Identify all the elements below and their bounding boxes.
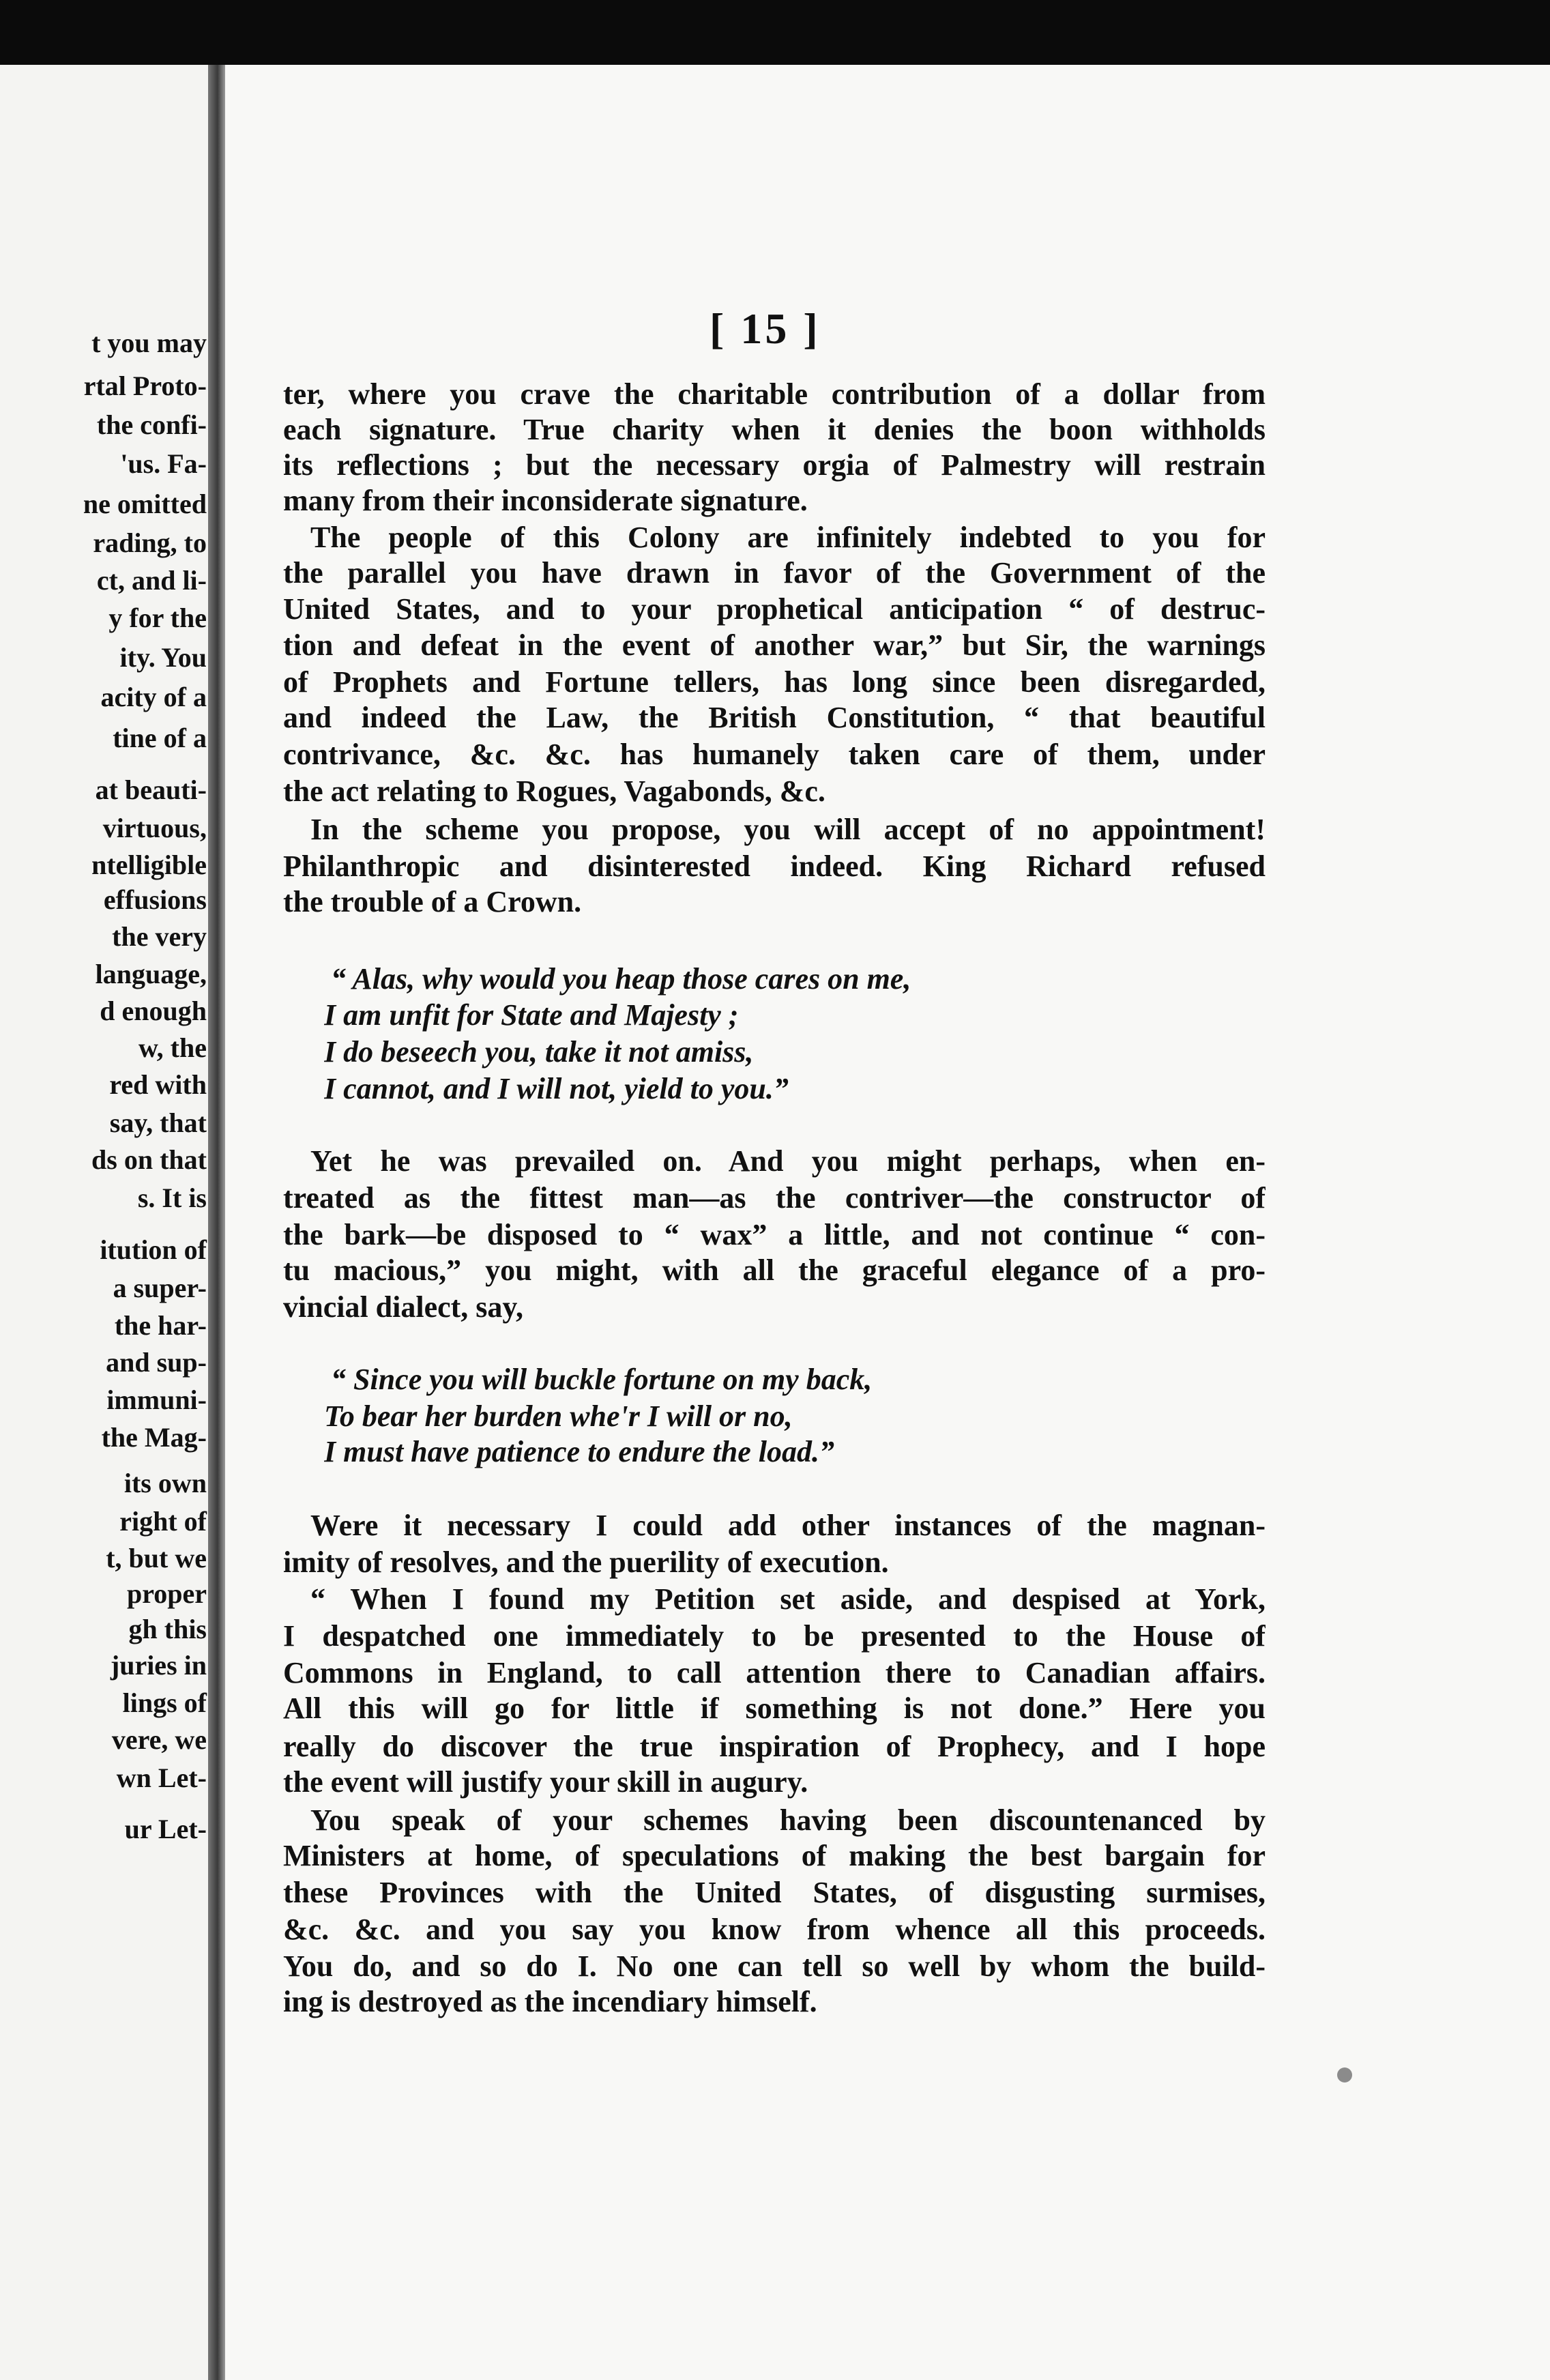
text-line: the act relating to Rogues, Vagabonds, &c.	[283, 774, 825, 808]
text-line: &c. &c. and you say you know from whence all this proceeds.	[283, 1913, 1266, 1946]
text-line: Yet he was prevailed on. And you might perhaps, when en-	[310, 1144, 1266, 1178]
left-page-line: ity. You	[119, 642, 207, 673]
verse-line: I cannot, and I will not, yield to you.”	[324, 1072, 789, 1105]
text-line: Commons in England, to call attention there to Canadian affairs.	[283, 1656, 1266, 1689]
left-page-line: t, but we	[106, 1543, 207, 1573]
left-page-line: 'us. Fa-	[120, 448, 207, 479]
left-page-line: language,	[95, 959, 207, 989]
left-page-line: y for the	[108, 603, 207, 633]
left-page-line: at beauti-	[95, 774, 207, 805]
left-page-line: lings of	[122, 1687, 207, 1718]
text-line: The people of this Colony are infinitely indebted to you for	[310, 521, 1266, 554]
left-page-line: the har-	[114, 1310, 207, 1341]
left-page-line: ne omitted	[83, 489, 207, 519]
text-line: the event will justify your skill in augury.	[283, 1765, 808, 1799]
left-page-line: rading, to	[93, 527, 207, 558]
text-line: the trouble of a Crown.	[283, 885, 582, 918]
text-line: and indeed the Law, the British Constitution, “ that beautiful	[283, 701, 1266, 734]
left-page-line: a super-	[113, 1273, 207, 1303]
verse-line: “ Since you will buckle fortune on my back,	[331, 1363, 873, 1396]
text-line: United States, and to your prophetical anticipation “ of destruc-	[283, 592, 1266, 626]
left-page-line: proper	[126, 1578, 207, 1609]
text-line: each signature. True charity when it denies the boon withholds	[283, 413, 1266, 446]
left-page-line: the Mag-	[101, 1422, 207, 1453]
text-line: treated as the fittest man—as the contriver—the constructor of	[283, 1181, 1266, 1215]
left-page-line: s. It is	[137, 1182, 207, 1213]
left-page-line: the very	[112, 921, 207, 952]
book-spine-gutter	[208, 65, 225, 2380]
text-line: the parallel you have drawn in favor of the Government of the	[283, 556, 1266, 590]
left-page-line: ct, and li-	[96, 565, 207, 596]
left-page-line: the confi-	[96, 409, 207, 440]
left-page-fragment	[0, 65, 208, 2380]
text-line: tion and defeat in the event of another war,” but Sir, the warnings	[283, 628, 1266, 662]
left-page-line: red with	[109, 1069, 207, 1100]
text-line: Ministers at home, of speculations of making the best bargain for	[283, 1839, 1266, 1872]
left-page-line: d enough	[100, 996, 207, 1026]
text-line: contrivance, &c. &c. has humanely taken care of them, under	[283, 738, 1266, 771]
left-page-line: and sup-	[106, 1347, 207, 1378]
text-line: its reflections ; but the necessary orgia of Palmestry will restrain	[283, 448, 1266, 482]
verse-line: “ Alas, why would you heap those cares on me,	[331, 962, 911, 996]
text-line: imity of resolves, and the puerility of execution.	[283, 1545, 889, 1579]
left-page-line: its own	[123, 1468, 207, 1498]
text-line: Philanthropic and disinterested indeed. King Richard refused	[283, 850, 1266, 883]
text-line: In the scheme you propose, you will accept of no appointment!	[310, 813, 1266, 846]
text-line: ter, where you crave the charitable contribution of a dollar from	[283, 377, 1266, 411]
left-page-line: virtuous,	[102, 813, 207, 843]
left-page-line: vere, we	[111, 1724, 207, 1755]
text-line: “ When I found my Petition set aside, and despised at York,	[310, 1582, 1266, 1616]
text-line: You do, and so do I. No one can tell so well by whom the build-	[283, 1949, 1266, 1983]
left-page-line: gh this	[128, 1614, 207, 1644]
left-page-line: say, that	[109, 1107, 207, 1138]
text-line: vincial dialect, say,	[283, 1290, 523, 1324]
verse-line: I am unfit for State and Majesty ;	[324, 998, 739, 1032]
text-line: these Provinces with the United States, of disgusting surmises,	[283, 1876, 1266, 1909]
left-page-line: effusions	[103, 884, 207, 915]
left-page-line: ds on that	[91, 1144, 207, 1175]
left-page-line: ur Let-	[124, 1814, 207, 1844]
verse-line: I do beseech you, take it not amiss,	[324, 1035, 754, 1069]
text-line: tu macious,” you might, with all the graceful elegance of a pro-	[283, 1253, 1266, 1287]
text-line: All this will go for little if something is not done.” Here you	[283, 1692, 1266, 1725]
margin-smudge	[1337, 2067, 1352, 2082]
text-line: ing is destroyed as the incendiary himself.	[283, 1985, 817, 2018]
verse-line: I must have patience to endure the load.”	[324, 1435, 834, 1468]
text-line: really do discover the true inspiration of Prophecy, and I hope	[283, 1730, 1266, 1763]
verse-line: To bear her burden whe'r I will or no,	[324, 1399, 793, 1433]
left-page-line: immuni-	[106, 1384, 207, 1415]
text-line: many from their inconsiderate signature.	[283, 484, 808, 517]
left-page-line: right of	[119, 1506, 207, 1537]
left-page-line: itution of	[100, 1234, 207, 1265]
left-page-line: tine of a	[113, 723, 207, 753]
text-line: the bark—be disposed to “ wax” a little, and not continue “ con-	[283, 1218, 1266, 1251]
text-line: I despatched one immediately to be presented to the House of	[283, 1619, 1266, 1653]
left-page-line: t you may	[91, 328, 207, 358]
left-page-line: acity of a	[100, 682, 207, 712]
left-page-line: wn Let-	[116, 1762, 207, 1793]
page-number: [ 15 ]	[710, 304, 821, 353]
text-line: Were it necessary I could add other instances of the magnan-	[310, 1509, 1266, 1542]
left-page-line: rtal Proto-	[83, 371, 207, 401]
text-line: of Prophets and Fortune tellers, has long since been disregarded,	[283, 665, 1266, 699]
scan-top-border	[0, 0, 1550, 65]
left-page-line: w, the	[138, 1032, 207, 1063]
left-page-line: ntelligible	[91, 850, 207, 880]
text-line: You speak of your schemes having been discountenanced by	[310, 1803, 1266, 1837]
left-page-line: juries in	[110, 1650, 207, 1681]
